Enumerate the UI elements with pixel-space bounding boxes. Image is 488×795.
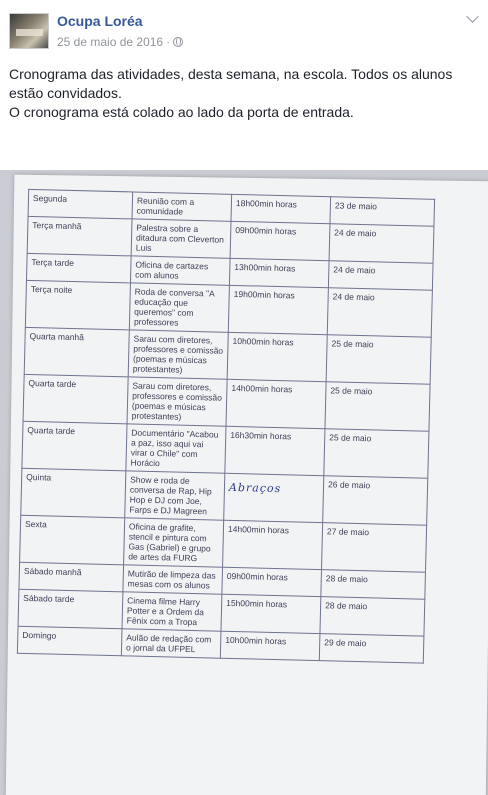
schedule-table xyxy=(17,189,435,664)
day-cell: Quinta xyxy=(21,468,126,518)
date-cell: 27 de maio xyxy=(322,523,427,573)
date-cell: 24 de maio xyxy=(328,261,433,291)
post-text-line: estão convidados. xyxy=(9,85,122,101)
date-cell: 26 de maio xyxy=(323,476,428,526)
day-cell: Sábado tarde xyxy=(18,589,123,629)
post-text xyxy=(9,65,479,122)
day-cell: Terça manhã xyxy=(27,216,132,256)
day-cell: Sábado manhã xyxy=(19,562,124,592)
time-cell: 10h00min horas xyxy=(227,332,327,381)
post-meta xyxy=(57,35,183,49)
day-cell: Terça tarde xyxy=(26,253,131,283)
activity-cell: Oficina de cartazes com alunos xyxy=(130,256,230,285)
time-cell: 09h00min horas xyxy=(222,567,322,596)
post-text-line: Cronograma das atividades, desta semana, na escola. Todos os alunos xyxy=(9,66,453,82)
time-cell: 13h00min horas xyxy=(229,258,329,287)
activity-cell: Documentário "Acabou a paz, isso aqui vai virar o Chile" com Horácio xyxy=(126,424,226,473)
activity-cell: Roda de conversa "A educação que queremos" com professores xyxy=(129,283,229,332)
date-cell: 23 de maio xyxy=(330,197,435,227)
time-cell: 14h00min horas xyxy=(223,520,323,569)
day-cell: Quarta tarde xyxy=(22,421,127,471)
activity-cell: Oficina de grafite, stencil e pintura com Gas (Gabriel) e grupo de artes da FURG xyxy=(124,518,224,567)
globe-icon xyxy=(173,37,183,47)
time-cell: 18h00min horas xyxy=(231,194,331,223)
time-cell: 09h00min horas xyxy=(230,221,330,260)
activity-cell: Reunião com a comunidade xyxy=(132,192,232,221)
day-cell: Quarta manhã xyxy=(24,327,129,377)
meta-separator: · xyxy=(166,35,171,49)
activity-cell: Palestra sobre a ditadura com Cleverton Luis xyxy=(131,219,231,258)
activity-cell: Aulão de redação com o jornal da UFPEL xyxy=(121,629,221,658)
chevron-down-icon[interactable] xyxy=(466,10,479,23)
avatar[interactable] xyxy=(9,13,49,49)
time-cell: 14h00min horas xyxy=(226,379,326,428)
post-header xyxy=(0,0,488,60)
time-cell: 16h30min horas xyxy=(225,426,325,475)
time-cell: 19h00min horas xyxy=(228,285,328,334)
post-date-link[interactable]: 25 de maio de 2016 xyxy=(57,35,164,49)
page-name-link[interactable]: Ocupa Loréa xyxy=(57,13,143,29)
day-cell: Terça noite xyxy=(25,280,130,330)
day-cell: Domingo xyxy=(17,626,122,656)
time-cell: 15h00min horas xyxy=(221,594,321,633)
activity-cell: Show e roda de conversa de Rap, Hip Hop e DJ com Joe, Farps e DJ Magreen xyxy=(125,471,225,520)
day-cell: Sexta xyxy=(20,515,125,565)
date-cell: 28 de maio xyxy=(320,597,425,637)
date-cell: 25 de maio xyxy=(326,335,431,385)
activity-cell: Cinema filme Harry Potter e a Ordem da Fênix com a Tropa xyxy=(122,592,222,631)
time-cell xyxy=(224,473,324,522)
handwritten-note: Abraços xyxy=(228,480,282,496)
activity-cell: Sarau com diretores, professores e comissão (poemas e músicas protestantes) xyxy=(127,377,227,426)
date-cell: 24 de maio xyxy=(327,288,432,338)
date-cell: 25 de maio xyxy=(325,382,430,432)
post-photo[interactable] xyxy=(0,170,488,795)
date-cell: 29 de maio xyxy=(319,634,424,664)
date-cell: 24 de maio xyxy=(329,224,434,264)
time-cell: 10h00min horas xyxy=(220,631,320,660)
day-cell: Segunda xyxy=(28,189,133,219)
post-text-line: O cronograma está colado ao lado da porta de entrada. xyxy=(9,104,354,120)
activity-cell: Sarau com diretores, professores e comissão (poemas e músicas protestantes) xyxy=(128,330,228,379)
date-cell: 25 de maio xyxy=(324,429,429,479)
activity-cell: Mutirão de limpeza das mesas com os alunos xyxy=(123,565,223,594)
date-cell: 28 de maio xyxy=(321,570,426,600)
day-cell: Quarta tarde xyxy=(23,374,128,424)
schedule-paper xyxy=(6,175,488,795)
